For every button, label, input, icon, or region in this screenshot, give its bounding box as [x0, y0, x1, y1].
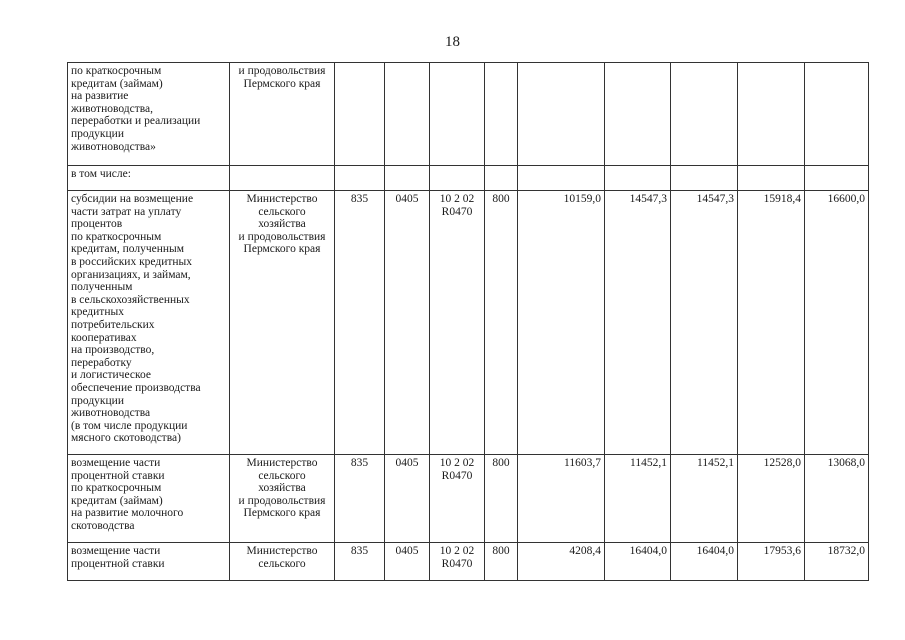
value-cell-5: [805, 166, 869, 191]
description-cell: в том числе:: [68, 166, 230, 191]
vr-cell: 800: [485, 455, 518, 543]
value-cell-4: [738, 63, 805, 166]
table-row: [68, 166, 869, 191]
value-cell-3: [671, 63, 738, 166]
organization-cell: Министерство сельского хозяйства и продовольствия Пермского края: [230, 191, 335, 455]
value-cell-2: 11452,1: [605, 455, 671, 543]
table-row: [68, 63, 869, 166]
vr-cell: [485, 166, 518, 191]
table-row: [68, 543, 869, 581]
gr-cell: [335, 63, 385, 166]
value-cell-3: 11452,1: [671, 455, 738, 543]
csr-cell: 10 2 02 R0470: [430, 543, 485, 581]
gr-cell: 835: [335, 543, 385, 581]
value-cell-3: [671, 166, 738, 191]
value-cell-5: [805, 63, 869, 166]
csr-cell: 10 2 02 R0470: [430, 191, 485, 455]
table-row: [68, 191, 869, 455]
value-cell-4: 15918,4: [738, 191, 805, 455]
value-cell-3: 16404,0: [671, 543, 738, 581]
value-cell-5: 13068,0: [805, 455, 869, 543]
page-number: 18: [445, 34, 460, 50]
value-cell-3: 14547,3: [671, 191, 738, 455]
organization-cell: Министерство сельского хозяйства и продовольствия Пермского края: [230, 455, 335, 543]
csr-cell: 10 2 02 R0470: [430, 455, 485, 543]
value-cell-4: 17953,6: [738, 543, 805, 581]
organization-cell: Министерство сельского: [230, 543, 335, 581]
value-cell-1: [518, 63, 605, 166]
description-cell: возмещение части процентной ставки по краткосрочным кредитам (займам) на развитие молочного скотоводства: [68, 455, 230, 543]
csr-cell: [430, 63, 485, 166]
budget-table: [67, 62, 869, 581]
rz-cell: [385, 63, 430, 166]
vr-cell: [485, 63, 518, 166]
description-cell: возмещение части процентной ставки: [68, 543, 230, 581]
vr-cell: 800: [485, 543, 518, 581]
description-cell: по краткосрочным кредитам (займам) на развитие животноводства, переработки и реализации продукции животноводства»: [68, 63, 230, 166]
value-cell-2: 14547,3: [605, 191, 671, 455]
value-cell-2: 16404,0: [605, 543, 671, 581]
value-cell-4: 12528,0: [738, 455, 805, 543]
gr-cell: [335, 166, 385, 191]
rz-cell: 0405: [385, 191, 430, 455]
value-cell-1: 11603,7: [518, 455, 605, 543]
rz-cell: [385, 166, 430, 191]
value-cell-5: 16600,0: [805, 191, 869, 455]
value-cell-1: 10159,0: [518, 191, 605, 455]
rz-cell: 0405: [385, 543, 430, 581]
value-cell-2: [605, 63, 671, 166]
value-cell-4: [738, 166, 805, 191]
csr-cell: [430, 166, 485, 191]
gr-cell: 835: [335, 191, 385, 455]
organization-cell: [230, 166, 335, 191]
vr-cell: 800: [485, 191, 518, 455]
value-cell-5: 18732,0: [805, 543, 869, 581]
value-cell-2: [605, 166, 671, 191]
value-cell-1: [518, 166, 605, 191]
value-cell-1: 4208,4: [518, 543, 605, 581]
rz-cell: 0405: [385, 455, 430, 543]
gr-cell: 835: [335, 455, 385, 543]
description-cell: субсидии на возмещение части затрат на уплату процентов по краткосрочным кредитам, полученным в российских кредитных организациях, и займам, полученным в сельскохозяйственных кредитных потребительских кооперативах на производство, переработку и логистическое обеспечение производства продукции животноводства (в том числе продукции мясного скотоводства): [68, 191, 230, 455]
organization-cell: и продовольствия Пермского края: [230, 63, 335, 166]
table-row: [68, 455, 869, 543]
